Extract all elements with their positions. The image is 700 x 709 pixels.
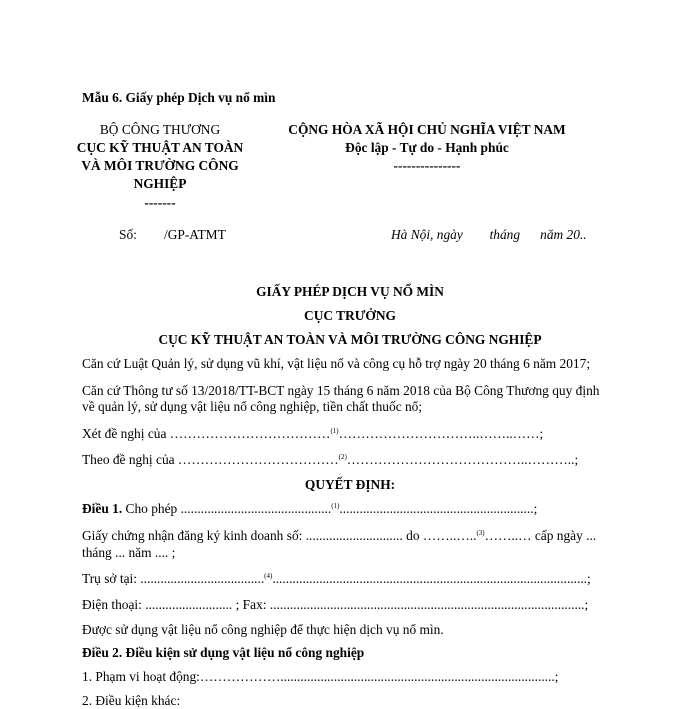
article2-heading: Điều 2. Điều kiện sử dụng vật liệu nổ công nghiệp [82, 645, 365, 660]
place-date: Hà Nội, ngày tháng năm 20.. [391, 227, 587, 242]
scope-line: 1. Phạm vi hoạt động:………………..................................................................................; [82, 669, 559, 684]
proposal-review-line [82, 425, 543, 442]
business-registration-cont: tháng ... năm .... ; [82, 545, 176, 560]
national-motto: Độc lập - Tự do - Hạnh phúc [345, 140, 509, 155]
agency-divider: ------- [144, 195, 176, 210]
legal-basis-circular: Căn cứ Thông tư số 13/2018/TT-BCT ngày 15 tháng 6 năm 2018 của Bộ Công Thương quy định [82, 383, 600, 398]
form-label: Mẫu 6. Giấy phép Dịch vụ nổ mìn [82, 90, 276, 105]
national-divider: --------------- [393, 158, 461, 173]
agency-ministry: BỘ CÔNG THƯƠNG [99, 122, 221, 137]
proposal-request-fill: …………………………………..………..; [346, 452, 579, 467]
footnote-ref: (1) [330, 427, 339, 435]
proposal-review-text: Xét đề nghị của ……………………………… [82, 426, 331, 441]
document-title: GIẤY PHÉP DỊCH VỤ NỔ MÌN [256, 284, 444, 299]
article1-label: Điều 1. [82, 501, 123, 516]
decision-heading: QUYẾT ĐỊNH: [304, 477, 396, 492]
number-label: Số: [119, 227, 137, 242]
proposal-review-fill: …………………………..……..……; [338, 426, 544, 441]
agency-name-line3: NGHIỆP [133, 176, 187, 191]
agency-name-line2: VÀ MÔI TRƯỜNG CÔNG [81, 158, 239, 173]
article1-line [82, 500, 537, 517]
usage-line: Được sử dụng vật liệu nổ công nghiệp để thực hiện dịch vụ nổ mìn. [82, 622, 444, 637]
national-title: CỘNG HÒA XÃ HỘI CHỦ NGHĨA VIỆT NAM [288, 122, 566, 137]
business-registration-text: Giấy chứng nhận đăng ký kinh doanh số: ............................. do ……..….. [82, 528, 477, 543]
article1-fill: ..........................................................; [339, 501, 538, 516]
business-registration-fill: ……..… cấp ngày ... [484, 528, 597, 543]
footnote-ref: (2) [338, 453, 347, 461]
phone-fax-line: Điện thoại: .......................... ; Fax: ..............................................................................................; [82, 597, 589, 612]
number-suffix: /GP-ATMT [164, 227, 226, 242]
office-text: Trụ sở tại: ..................................... [82, 571, 265, 586]
other-conditions-line: 2. Điều kiện khác: [82, 693, 181, 708]
legal-basis-law: Căn cứ Luật Quản lý, sử dụng vũ khí, vật liệu nổ và công cụ hỗ trợ ngày 20 tháng 6 năm 2017; [82, 356, 591, 371]
proposal-request-line [82, 451, 578, 468]
signer-title: CỤC TRƯỞNG [304, 308, 396, 323]
office-fill: ..............................................................................................; [272, 571, 591, 586]
office-line [82, 570, 591, 587]
footnote-ref: (3) [476, 529, 485, 537]
article1-text: Cho phép ............................................. [122, 501, 332, 516]
proposal-request-text: Theo đề nghị của ……………………………… [82, 452, 339, 467]
business-registration-line [82, 527, 596, 544]
footnote-ref: (4) [264, 572, 273, 580]
agency-name-line1: CỤC KỸ THUẬT AN TOÀN [76, 140, 244, 155]
legal-basis-circular-cont: về quản lý, sử dụng vật liệu nổ công nghiệp, tiền chất thuốc nổ; [82, 399, 423, 414]
issuing-agency: CỤC KỸ THUẬT AN TOÀN VÀ MÔI TRƯỜNG CÔNG NGHIỆP [158, 332, 542, 347]
footnote-ref: (1) [331, 502, 340, 510]
